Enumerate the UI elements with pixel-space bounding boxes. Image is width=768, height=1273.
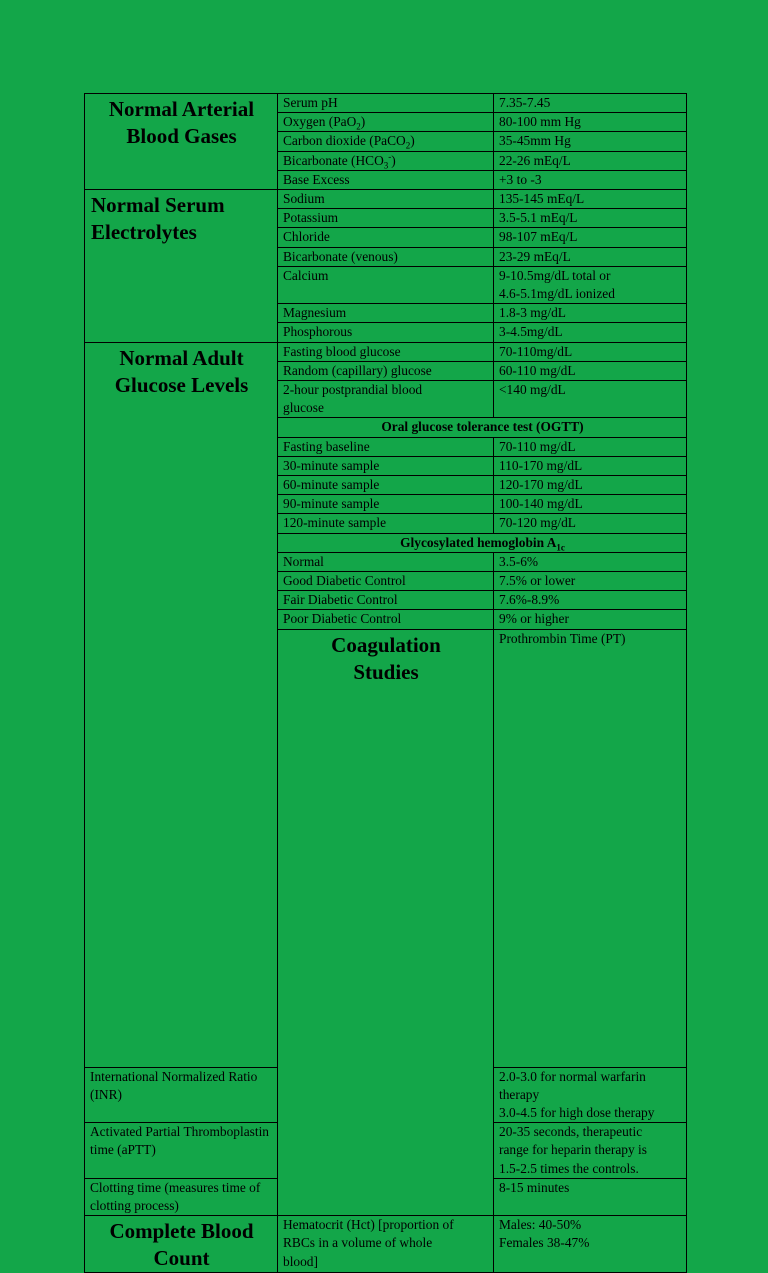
- test-name: 30-minute sample: [278, 456, 494, 475]
- test-name: Sodium: [278, 190, 494, 209]
- test-name: Oxygen (PaO$_2$): [278, 113, 494, 132]
- test-name: 2-hour postprandial blood glucose: [278, 381, 494, 418]
- test-value: Males: 40-50% Females 38-47%: [494, 1216, 687, 1273]
- test-value: 120-170 mg/dL: [494, 476, 687, 495]
- test-name: 60-minute sample: [278, 476, 494, 495]
- test-value: 135-145 mEq/L: [494, 190, 687, 209]
- test-value: 20-35 seconds, therapeutic range for heparin therapy is 1.5-2.5 times the controls.: [494, 1123, 687, 1179]
- test-value: 60-110 mg/dL: [494, 361, 687, 380]
- test-value: 70-110 mg/dL: [494, 437, 687, 456]
- test-name: Magnesium: [278, 304, 494, 323]
- test-name: Fasting blood glucose: [278, 342, 494, 361]
- test-value: 70-120 mg/dL: [494, 514, 687, 533]
- test-value: <140 mg/dL: [494, 381, 687, 418]
- test-name: Phosphorous: [278, 323, 494, 342]
- test-name: Random (capillary) glucose: [278, 361, 494, 380]
- test-name: Fasting baseline: [278, 437, 494, 456]
- test-value: 8-15 minutes: [494, 1178, 687, 1215]
- test-name: Carbon dioxide (PaCO$_2$): [278, 132, 494, 151]
- test-name: Base Excess: [278, 170, 494, 189]
- test-value: 3.5-5.1 mEq/L: [494, 209, 687, 228]
- table-row: [85, 342, 687, 361]
- section-title-arterial-blood-gases: Normal Arterial Blood Gases: [85, 94, 278, 190]
- test-name: Good Diabetic Control: [278, 572, 494, 591]
- test-name: Serum pH: [278, 94, 494, 113]
- test-value: 70-110mg/dL: [494, 342, 687, 361]
- test-value: 80-100 mm Hg: [494, 113, 687, 132]
- test-value: +3 to -3: [494, 170, 687, 189]
- test-value: 110-170 mg/dL: [494, 456, 687, 475]
- test-value: 1.8-3 mg/dL: [494, 304, 687, 323]
- table-row: [85, 190, 687, 209]
- test-value: 7.5% or lower: [494, 572, 687, 591]
- table-row: [85, 94, 687, 113]
- test-name: 90-minute sample: [278, 495, 494, 514]
- test-name: Normal: [278, 552, 494, 571]
- test-value: 9-10.5mg/dL total or 4.6-5.1mg/dL ionized: [494, 266, 687, 303]
- test-name: Poor Diabetic Control: [278, 610, 494, 629]
- test-value: 7.35-7.45: [494, 94, 687, 113]
- test-value: 7.6%-8.9%: [494, 591, 687, 610]
- a1c-subheading: Glycosylated hemoglobin $A_{1c}$: [278, 533, 687, 552]
- test-name: Activated Partial Thromboplastin time (aPTT): [85, 1123, 278, 1179]
- test-name: Prothrombin Time (PT): [494, 629, 687, 1067]
- test-name: Bicarbonate (venous): [278, 247, 494, 266]
- test-name: Hematocrit (Hct) [proportion of RBCs in a volume of whole blood]: [278, 1216, 494, 1273]
- test-name: 120-minute sample: [278, 514, 494, 533]
- section-title-coagulation-studies: Coagulation Studies: [278, 629, 494, 1216]
- test-value: 2.0-3.0 for normal warfarin therapy 3.0-4.5 for high dose therapy: [494, 1067, 687, 1123]
- test-value: 9% or higher: [494, 610, 687, 629]
- test-value: 22-26 mEq/L: [494, 151, 687, 170]
- test-value: 35-45mm Hg: [494, 132, 687, 151]
- test-name: Potassium: [278, 209, 494, 228]
- test-name: International Normalized Ratio (INR): [85, 1067, 278, 1123]
- test-name: Clotting time (measures time of clotting process): [85, 1178, 278, 1215]
- table-row: [85, 1216, 687, 1273]
- test-value: 3-4.5mg/dL: [494, 323, 687, 342]
- test-value: 98-107 mEq/L: [494, 228, 687, 247]
- ogtt-subheading: Oral glucose tolerance test (OGTT): [278, 418, 687, 437]
- test-name: Calcium: [278, 266, 494, 303]
- test-name: Bicarbonate $(HCO_3^-)$: [278, 151, 494, 170]
- section-title-glucose-levels: Normal Adult Glucose Levels: [85, 342, 278, 1067]
- section-title-serum-electrolytes: Normal Serum Electrolytes: [85, 190, 278, 343]
- test-name: Fair Diabetic Control: [278, 591, 494, 610]
- test-value: 23-29 mEq/L: [494, 247, 687, 266]
- lab-values-table: [84, 93, 687, 1273]
- test-name: Chloride: [278, 228, 494, 247]
- test-value: 3.5-6%: [494, 552, 687, 571]
- section-title-complete-blood-count: Complete Blood Count: [85, 1216, 278, 1273]
- test-value: 100-140 mg/dL: [494, 495, 687, 514]
